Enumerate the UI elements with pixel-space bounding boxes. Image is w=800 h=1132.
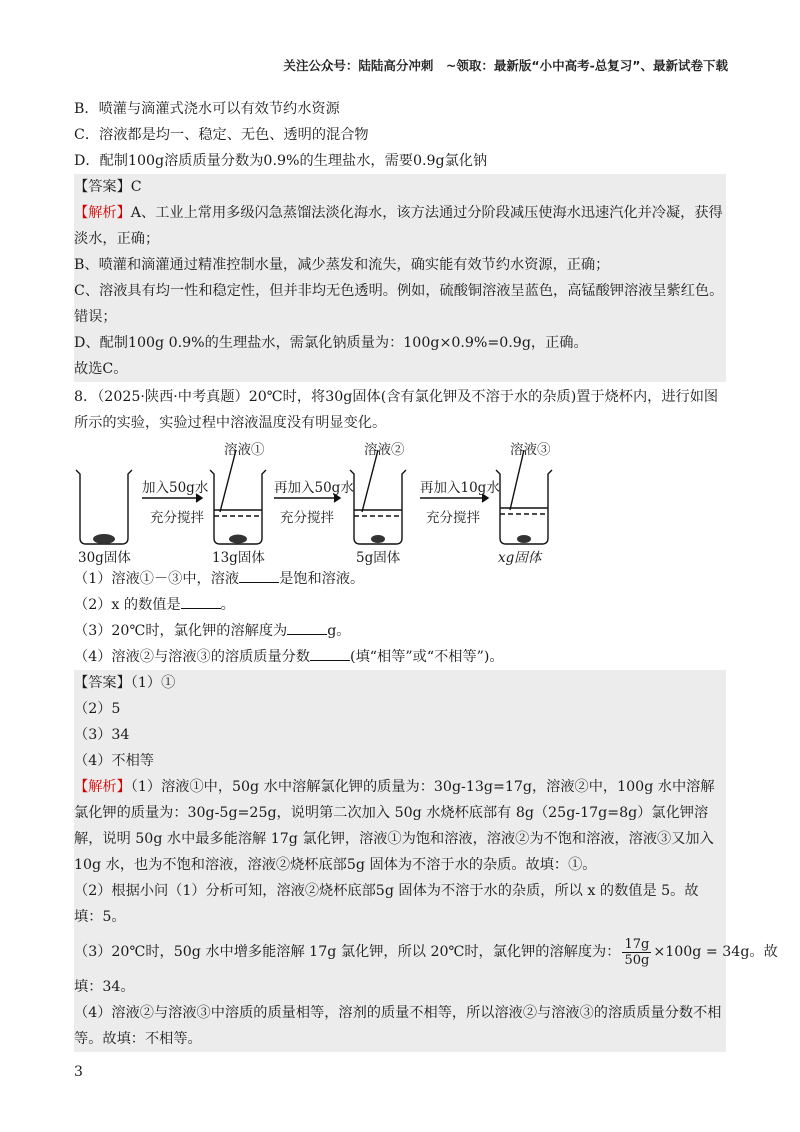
q8-explain-3-cont: 填：34。 — [74, 979, 135, 995]
q8-sub2: （2）x 的数值是 。 — [74, 592, 726, 618]
q8-explain-3: （3）20℃时，50g 水中增多能溶解 17g 氯化钾，所以 20℃时，氯化钾的溶解度为： $\frac{17g}{50g}$ ×100g = 34g。故 — [74, 936, 778, 968]
q8-answer-1: 【答案】（1）① — [74, 675, 176, 691]
q7-explain-d: D、配制100g 0.9%的生理盐水，需氯化钠质量为：100g×0.9%=0.9g，正确。 — [74, 335, 588, 351]
label-step1-bottom: 充分搅拌 — [150, 510, 204, 526]
q8-answer-4: （4）不相等 — [74, 753, 154, 769]
q7-solution-block — [74, 174, 726, 382]
explain-tag: 【解析】 — [74, 779, 131, 795]
page-content — [74, 96, 778, 1052]
q8-sub1: （1）溶液①－③中，溶液 是饱和溶液。 — [74, 566, 726, 592]
label-solution-1: 溶液① — [224, 442, 265, 458]
beaker-2 — [350, 470, 406, 544]
label-solid-2: 5g固体 — [356, 550, 401, 566]
q7-answer: 【答案】C — [74, 179, 142, 195]
answer-blank-4[interactable] — [310, 646, 350, 661]
q8-answer-2: （2）5 — [74, 701, 121, 717]
q8-solution-block — [74, 670, 778, 1052]
q8-stem: 8．（2025·陕西·中考真题）20℃时，将30g固体(含有氯化钾及不溶于水的杂质)置于烧杯内，进行如图所示的实验，实验过程中溶液温度没有明显变化。 — [74, 389, 719, 431]
q8-explain-4: （4）溶液②与溶液③中溶质的质量相等，溶剂的质量不相等，所以溶液②与溶液③的溶质质量分数不相等。故填：不相等。 — [74, 1005, 722, 1047]
answer-blank-1[interactable] — [239, 568, 279, 583]
q8-sub3: （3）20℃时，氯化钾的溶解度为 g。 — [74, 618, 726, 644]
label-step3-bottom: 充分搅拌 — [426, 510, 480, 526]
page-header: 关注公众号：陆陆高分冲刺 ~领取：最新版“小中高考-总复习”、最新试卷下载 — [283, 58, 728, 73]
answer-blank-3[interactable] — [287, 620, 327, 635]
label-step2-bottom: 充分搅拌 — [280, 510, 334, 526]
beaker-3 — [496, 470, 552, 544]
q8-answer-3: （3）34 — [74, 727, 130, 743]
experiment-diagram — [74, 440, 726, 564]
answer-blank-2[interactable] — [181, 594, 221, 609]
q8-explain-1: 【解析】（1）溶液①中，50g 水中溶解氯化钾的质量为：30g-13g=17g，溶液②中，100g 水中溶解氯化钾的质量为：30g-5g=25g，说明第二次加入 50g 水烧杯底部有 8g（25g-17g=8g）氯化钾溶解，说明 50g 水中最多能溶解 17g 氯化钾，溶液①为饱和溶液，溶液②为不饱和溶液，溶液③又加入 10g 水，也为不饱和溶液，溶液②烧杯底部5g 固体为不溶于水的杂质。故填：①。 — [74, 779, 715, 873]
q7-explain-c: C、溶液具有均一性和稳定性，但并非均无色透明。例如，硫酸铜溶液呈蓝色，高锰酸钾溶液呈紫红色。错误； — [74, 283, 724, 325]
solid-pile-1 — [229, 535, 247, 544]
label-solution-2: 溶液② — [364, 442, 405, 458]
solid-pile-2 — [371, 535, 385, 543]
q7-explain-a: 【解析】A、工业上常用多级闪急蒸馏法淡化海水，该方法通过分阶段减压使海水迅速汽化并冷凝，获得淡水，正确； — [74, 205, 723, 247]
q7-option-c: C．溶液都是均一、稳定、无色、透明的混合物 — [74, 127, 369, 143]
q7-explain-b: B、喷灌和滴灌通过精准控制水量，减少蒸发和流失，确实能有效节约水资源，正确； — [74, 257, 610, 273]
q7-option-d: D．配制100g溶质质量分数为0.9%的生理盐水，需要0.9g氯化钠 — [74, 153, 488, 169]
explain-tag: 【解析】 — [74, 205, 131, 221]
label-solid-1: 13g固体 — [212, 550, 265, 566]
beaker-0 — [76, 470, 132, 544]
solid-pile-3 — [517, 535, 531, 543]
q8-sub4: （4）溶液②与溶液③的溶质质量分数 (填“相等”或“不相等”)。 — [74, 644, 726, 670]
page-number: 3 — [74, 1064, 83, 1080]
fraction: $\frac{17g}{50g}$ — [624, 936, 650, 968]
label-step1-top: 加入50g水 — [142, 480, 209, 496]
solid-pile-0 — [93, 534, 115, 544]
q7-conclusion: 故选C。 — [74, 361, 128, 377]
label-step3-top: 再加入10g水 — [420, 480, 500, 496]
q7-option-b: B．喷灌与滴灌式浇水可以有效节约水资源 — [74, 101, 340, 117]
q8-explain-2: （2）根据小问（1）分析可知，溶液②烧杯底部5g 固体为不溶于水的杂质，所以 x 的数值是 5。故填：5。 — [74, 883, 699, 925]
beaker-1 — [210, 470, 266, 544]
label-solution-3: 溶液③ — [510, 442, 551, 458]
label-solid-0: 30g固体 — [78, 550, 131, 566]
label-solid-3: xg固体 — [498, 550, 542, 566]
label-step2-top: 再加入50g水 — [274, 480, 354, 496]
